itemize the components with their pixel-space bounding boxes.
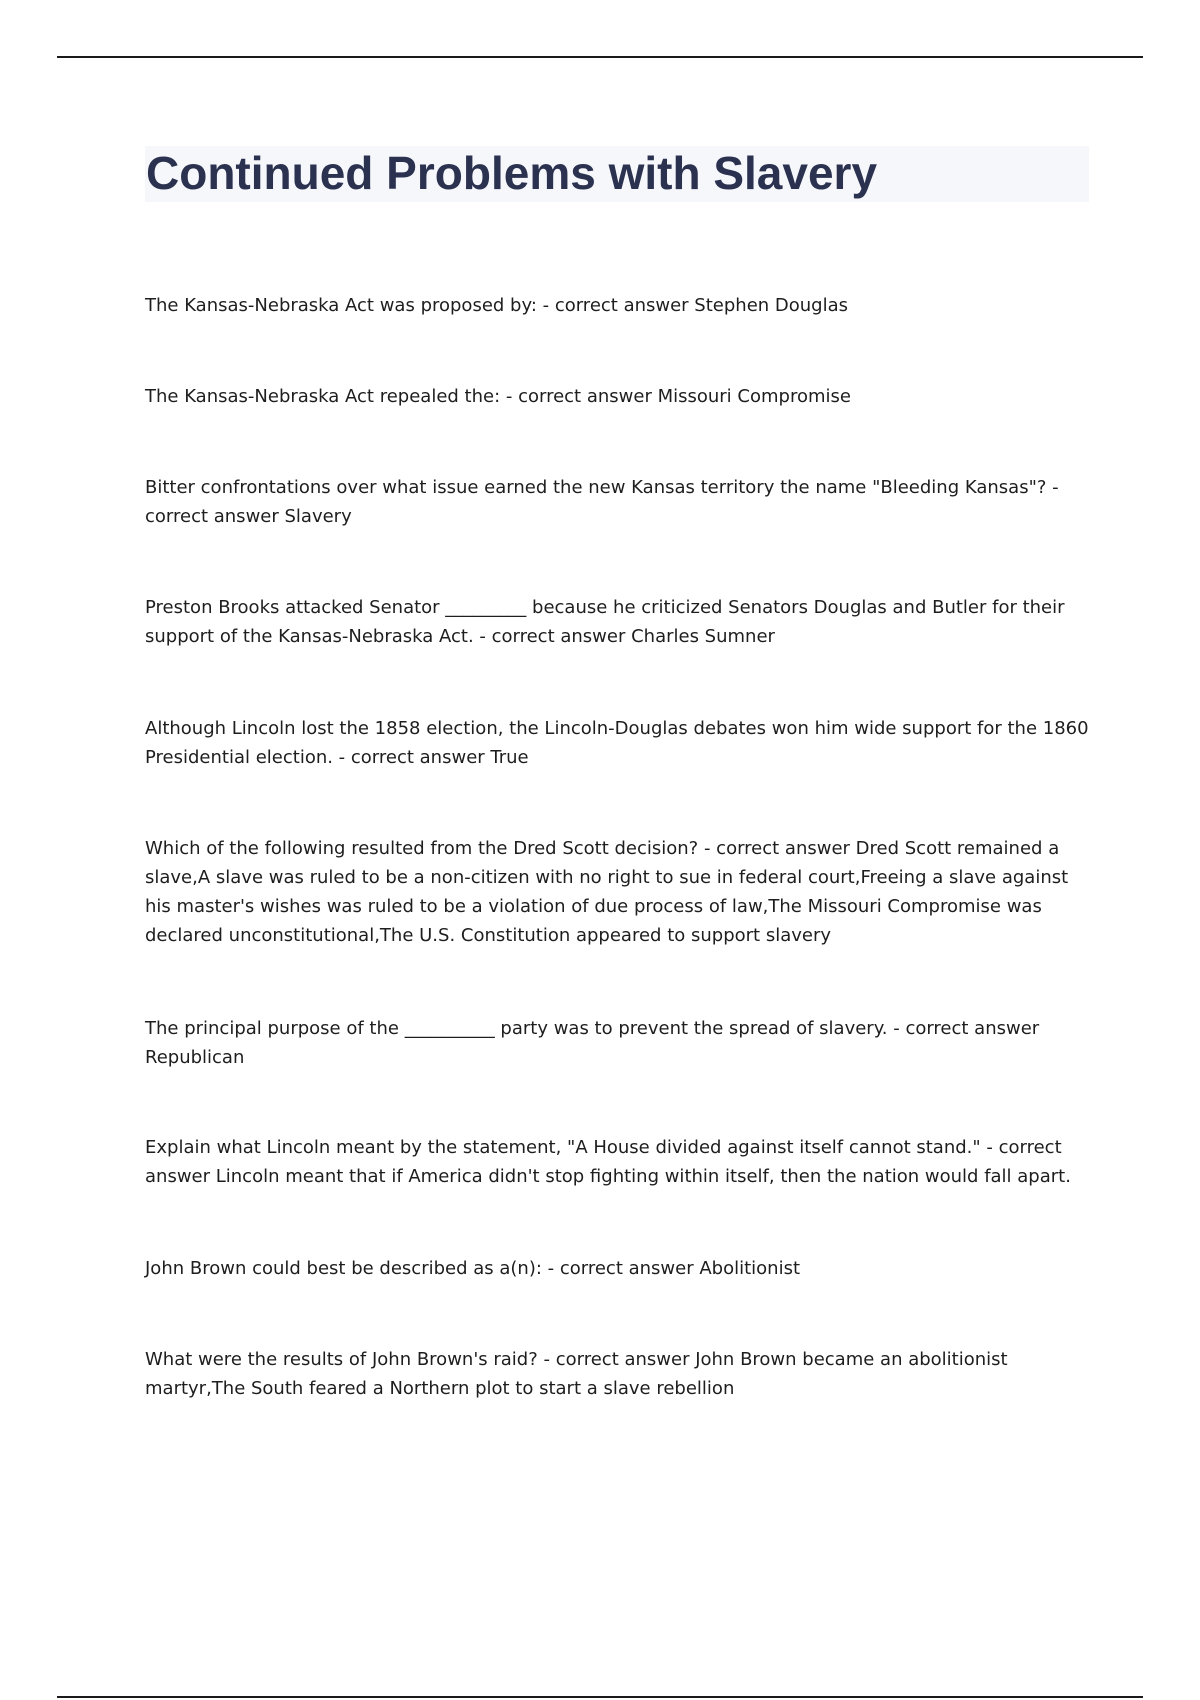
qa-item-9: John Brown could best be described as a(n): - correct answer Abolitionist: [145, 1258, 801, 1279]
qa-item-2: The Kansas-Nebraska Act repealed the: - correct answer Missouri Compromise: [145, 386, 851, 407]
qa-item-3: Bitter confrontations over what issue earned the new Kansas territory the name "Bleeding Kansas"? - correct answer Slavery: [145, 477, 1059, 527]
qa-item-8: Explain what Lincoln meant by the statement, "A House divided against itself cannot stand." - correct answer Lincoln meant that if America didn't stop fighting within itself, then the nation would fall apart.: [145, 1137, 1071, 1187]
qa-item-7: The principal purpose of the __________ party was to prevent the spread of slavery. - correct answer Republican: [145, 1018, 1040, 1068]
qa-item-6: Which of the following resulted from the Dred Scott decision? - correct answer Dred Scott remained a slave,A slave was ruled to be a non-citizen with no right to sue in federal court,Freeing a slave against his master's wishes was ruled to be a violation of due process of law,The Missouri Compromise was declared unconstitutional,The U.S. Constitution appeared to support slavery: [145, 838, 1069, 946]
page-title: Continued Problems with Slavery: [146, 147, 878, 199]
qa-item-5: Although Lincoln lost the 1858 election, the Lincoln-Douglas debates won him wide support for the 1860 Presidential election. - correct answer True: [145, 718, 1089, 768]
top-divider: [57, 56, 1143, 58]
qa-item-4: Preston Brooks attacked Senator _________ because he criticized Senators Douglas and Butler for their support of the Kansas-Nebraska Act. - correct answer Charles Sumner: [145, 597, 1065, 647]
qa-item-10: What were the results of John Brown's raid? - correct answer John Brown became an abolitionist martyr,The South feared a Northern plot to start a slave rebellion: [145, 1349, 1008, 1399]
bottom-divider: [57, 1696, 1143, 1698]
qa-item-1: The Kansas-Nebraska Act was proposed by: - correct answer Stephen Douglas: [145, 295, 849, 316]
